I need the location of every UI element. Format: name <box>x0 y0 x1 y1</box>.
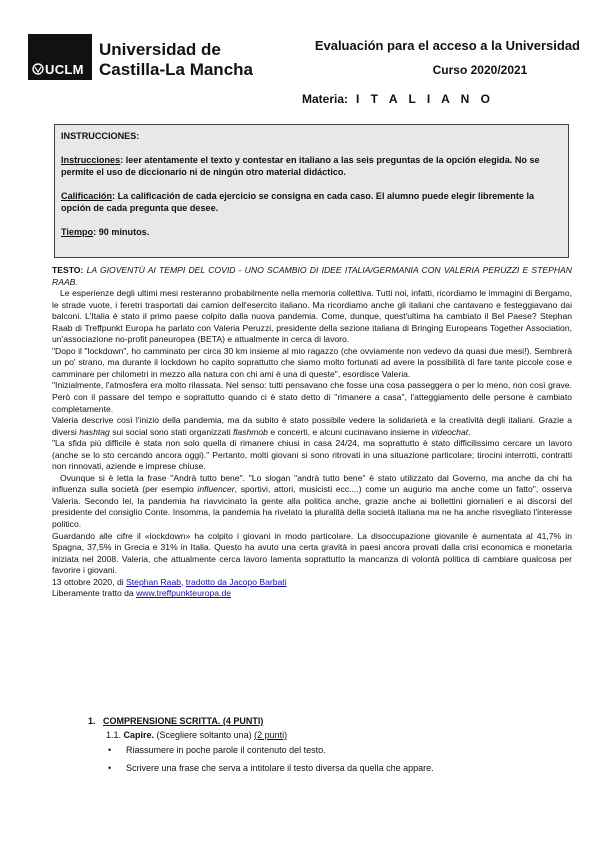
option-2-text: Scrivere una frase che serva a intitolare il testo diversa da quella che appare. <box>126 763 434 773</box>
university-name-line1: Universidad de <box>99 40 221 59</box>
bullet-icon: • <box>108 745 112 755</box>
question-1-1-points: (2 punti) <box>254 730 288 740</box>
influencer-word: influencer <box>197 484 235 495</box>
instructions-heading: INSTRUCCIONES: <box>61 131 140 141</box>
instrucciones-label: Instrucciones <box>61 155 121 165</box>
materia <box>302 92 494 106</box>
paragraph-2: "Dopo il "lockdown", ho camminato per circa 30 km insieme al mio ragazzo (che ovviamente non vedevo da quasi due mesi!). Sembrerà un po' strano, ma durante il lockdown ho capito soprattutto che siamo molto fortunati ad avere la possibilità di fare tante piccole cose e camminare per chilometri in mezzo alla natura con chi ami è una di queste", esordisce Valeria. <box>52 345 572 379</box>
author-link[interactable]: Stephan Raab <box>126 576 182 587</box>
paragraph-4-c: e concerti, e alcuni cucinavano insieme in <box>267 426 432 437</box>
flashmob-word: flashmob <box>233 426 268 437</box>
logo-text: UCLM <box>45 62 84 77</box>
paragraph-6-b: , sportivi, attori, musicisti ecc....) come un augurio ma anche come un fatto", osserva Valeria. Secondo lei, la pandemia ha riavvicinato la gente alla politica anche, grazie anche ai bollettini giornalieri e ai discorsi del presidente del consiglio Conte. Insomma, la pandemia ha rivelato la pluralità della società italiana ma ne ha anche risvegliato l'interesse politico. <box>52 484 572 530</box>
paragraph-7: Guardando alle cifre il «lockdown» ha colpito i giovani in modo particolare. La disoccupazione giovanile è aumentata al 41,7% in Spagna, 37,5% in Grecia e 31% in Italia. Questo ha avuto una certa gravità in paesi ancora provati dalla crisi economica e monetaria iniziata nel 2008. Valeria, che attualmente cerca lavoro lamenta soprattutto la mancanza di volontà politica di cambiare qualcosa per favorire i giovani. <box>52 530 572 576</box>
paragraph-6-a: Ovunque si è letta la frase "Andrà tutto bene". "Lo slogan "andrà tutto bene" è stato utilizzato dal Governo, ma anche da chi ha influenza sulla società (per esempio <box>52 472 572 495</box>
question-1-1-number: 1.1. <box>106 730 122 740</box>
question-1-1-label: Capire. <box>123 730 155 740</box>
videochat-word: videochat <box>431 426 469 437</box>
tiempo-text: : 90 minutos. <box>93 227 150 237</box>
source-line <box>52 588 572 600</box>
paragraph-1: Le esperienze degli ultimi mesi resteranno probabilmente nella memoria collettiva. Tutti noi, infatti, ricordiamo le immagini di Bergamo, le strade vuote, i feretri trasportati dai camion dell'esercito italiano. Ma ricordiamo anche gli italiani che cantavano e festeggiavano dai balconi. L'Italia è stato il primo paese colpito dalla nuova pandemia. Come, dunque, quest'ultima ha cambiato il Bel Paese? Stephan Raab di Treffpunkt Europa ha parlato con Valeria Peruzzi, presidente della sezione italiana di Bringing Europeans Together Association, un'associazione no-profit paneuropea (BETA) e attualmente in cerca di lavoro. <box>52 288 572 345</box>
question-1-title: COMPRENSIONE SCRITTA. (4 PUNTI) <box>103 716 264 726</box>
date-prefix: 13 ottobre 2020, di <box>52 576 127 587</box>
source-prefix: Liberamente tratto da <box>52 588 137 599</box>
bullet-icon: • <box>108 763 112 773</box>
source-link[interactable]: www.treffpunkteuropa.de <box>136 588 232 599</box>
option-bullet-2 <box>108 763 434 773</box>
paragraph-4-a: Valeria descrive così l'inizio della pandemia, ma da subito è stato possibile vedere la solidarietà e la creatività degli italiani. Grazie a diversi <box>52 415 572 437</box>
date-line: 13 ottobre 2020, di Stephan Raab, tradotto da Jacopo Barbati <box>52 576 287 587</box>
university-name-line2: Castilla-La Mancha <box>99 60 253 79</box>
tiempo-paragraph <box>61 226 562 238</box>
hashtag-word: hashtag <box>79 426 110 437</box>
tiempo-label: Tiempo <box>61 227 94 237</box>
paragraph-4-d: . <box>468 426 471 437</box>
materia-label: Materia: <box>302 92 349 106</box>
uclm-logo <box>28 34 92 80</box>
text-title <box>52 265 572 288</box>
paragraph-5: "La sfida più difficile è stata non solo quella di rimanere chiusi in casa 24/24, ma soprattutto è stato difficilissimo cercare un lavoro (anche se lo sto cercando ancora oggi)." Pertanto, molti giovani si sono ritrovati in una situazione particolare; tirocini interrotti, contratti non rinnovati, aziende e imprese chiuse. <box>52 438 572 472</box>
materia-value: I T A L I A N O <box>356 92 495 106</box>
calificacion-paragraph <box>61 190 562 214</box>
instructions-box <box>54 124 569 258</box>
text-label: TESTO: <box>52 265 84 275</box>
reading-text <box>52 265 572 600</box>
uclm-emblem-icon <box>32 63 44 75</box>
question-1-number: 1. <box>88 716 96 726</box>
paragraph-4-b: sui social sono stati organizzati <box>109 426 234 437</box>
paragraph-6 <box>52 473 572 531</box>
exam-title: Evaluación para el acceso a la Universidad <box>314 38 580 53</box>
option-1-text: Riassumere in poche parole il contenuto del testo. <box>126 745 326 755</box>
question-1-1-instruction: (Scegliere soltanto una) <box>154 730 255 740</box>
paragraph-4 <box>52 415 572 438</box>
calificacion-label: Calificación <box>61 191 113 201</box>
translation-link[interactable]: tradotto da Jacopo Barbati <box>185 576 287 587</box>
instructions-paragraph <box>61 154 562 178</box>
university-name <box>99 40 253 80</box>
exam-course: Curso 2020/2021 <box>432 63 528 77</box>
question-1 <box>88 716 263 726</box>
text-title-content: LA GIOVENTÙ AI TEMPI DEL COVID - UNO SCAMBIO DI IDEE ITALIA/GERMANIA CON VALERIA PERUZZI E STEPHAN RAAB. <box>52 265 572 287</box>
paragraph-3: "Inizialmente, l'atmosfera era molto rilassata. Nel senso: tutti pensavano che fosse una cosa passeggera o per lo meno, non così grave. Però con il passare del tempo e soprattutto quando ci è stato detto di "rimanere a casa", l'atteggiamento delle persone è cambiato completamente. <box>52 380 572 414</box>
question-1-1 <box>106 730 287 740</box>
calificacion-text: : La calificación de cada ejercicio se consigna en cada caso. El alumno puede elegir libremente la opción de cada pregunta que desee. <box>61 191 535 213</box>
instrucciones-text: : leer atentamente el texto y contestar en italiano a las seis preguntas de la opción elegida. No se permite el uso de diccionario ni de ningún otro material didáctico. <box>61 155 540 177</box>
option-bullet-1 <box>108 745 326 755</box>
